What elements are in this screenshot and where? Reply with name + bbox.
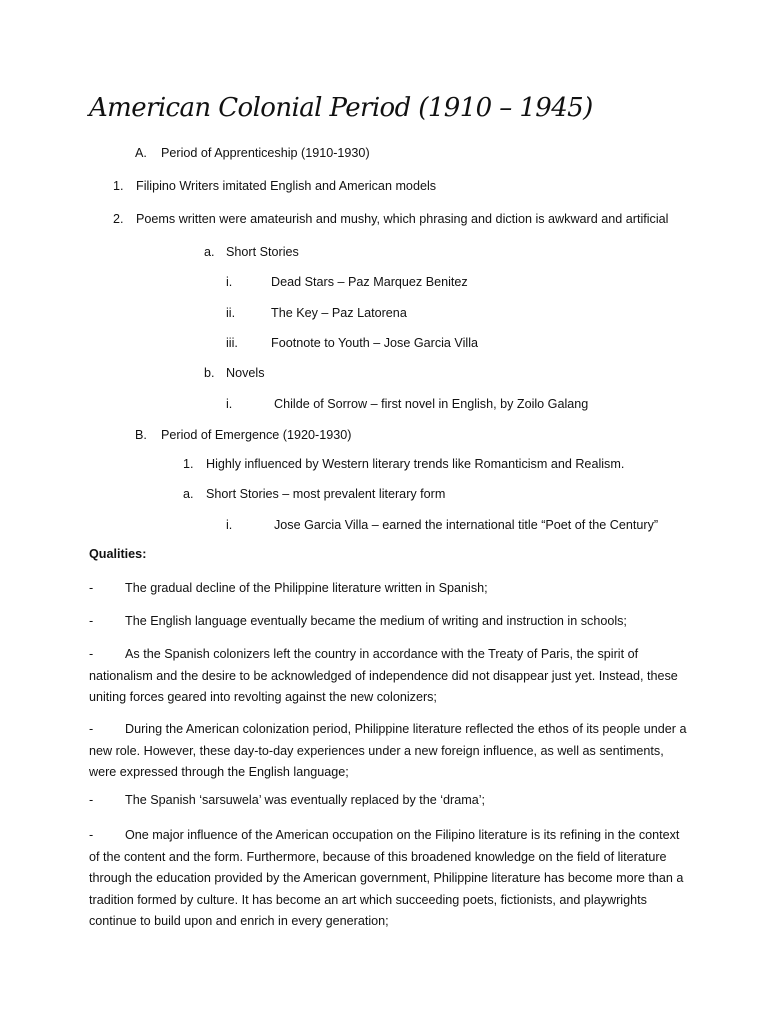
list-item: Filipino Writers imitated English and American models [136,179,437,193]
bullet-dash: - [89,647,94,661]
roman-marker: i. [226,275,233,289]
list-item: Highly influenced by Western literary trends like Romanticism and Realism. [206,457,625,471]
list-item-marker: 1. [183,457,194,471]
novels-label: Novels [226,366,265,380]
quality-paragraph [89,825,689,933]
short-stories-label: Short Stories [226,245,299,259]
sublist-marker: b. [204,366,215,380]
quality-item: As the Spanish colonizers left the country in accordance with the Treaty of Paris, the spirit of nationalism and the desire to be acknowledged of independence did not disappear just yet. Instead, these uniting forces geared into revolting against the new colonizers; [89,647,678,704]
roman-marker: i. [226,397,233,411]
quality-paragraph [89,644,689,709]
roman-marker: ii. [226,306,236,320]
section-b-marker: B. [135,428,147,442]
list-item: Footnote to Youth – Jose Garcia Villa [271,336,479,350]
section-b-heading: Period of Emergence (1920-1930) [161,428,352,442]
quality-paragraph [89,719,689,784]
quality-item: The English language eventually became the medium of writing and instruction in schools; [125,614,627,628]
section-a-marker: A. [135,146,147,160]
bullet-dash: - [89,793,94,807]
section-a-heading: Period of Apprenticeship (1910-1930) [161,146,370,160]
quality-item: The gradual decline of the Philippine literature written in Spanish; [125,581,488,595]
sublist-marker: a. [183,487,194,501]
list-item: Dead Stars – Paz Marquez Benitez [271,275,468,289]
list-item: Jose Garcia Villa – earned the international title “Poet of the Century” [274,518,659,532]
quality-item: The Spanish ‘sarsuwela’ was eventually replaced by the ‘drama’; [125,793,486,807]
list-item: Childe of Sorrow – first novel in English, by Zoilo Galang [274,397,589,411]
list-item: Poems written were amateurish and mushy, which phrasing and diction is awkward and artificial [136,212,669,226]
bullet-dash: - [89,581,94,595]
page-title: American Colonial Period (1910 – 1945) [89,93,593,123]
roman-marker: iii. [226,336,238,350]
list-item: The Key – Paz Latorena [271,306,407,320]
roman-marker: i. [226,518,233,532]
bullet-dash: - [89,614,94,628]
bullet-dash: - [89,828,94,842]
list-item: Short Stories – most prevalent literary form [206,487,446,501]
list-item-marker: 1. [113,179,124,193]
sublist-marker: a. [204,245,215,259]
bullet-dash: - [89,722,94,736]
qualities-heading: Qualities: [89,547,147,561]
quality-item: During the American colonization period, Philippine literature reflected the ethos of its people under a new role. However, these day-to-day experiences under a new foreign influence, as well as sentiments, were expressed through the English language; [89,722,687,779]
quality-item: One major influence of the American occupation on the Filipino literature is its refining in the context of the content and the form. Furthermore, because of this broadened knowledge on the field of literature through the education provided by the American government, Philippine literature has become more than a tradition formed by culture. It has become an art which succeeding poets, fictionists, and playwrights continue to build upon and enrich in every generation; [89,828,684,928]
list-item-marker: 2. [113,212,124,226]
